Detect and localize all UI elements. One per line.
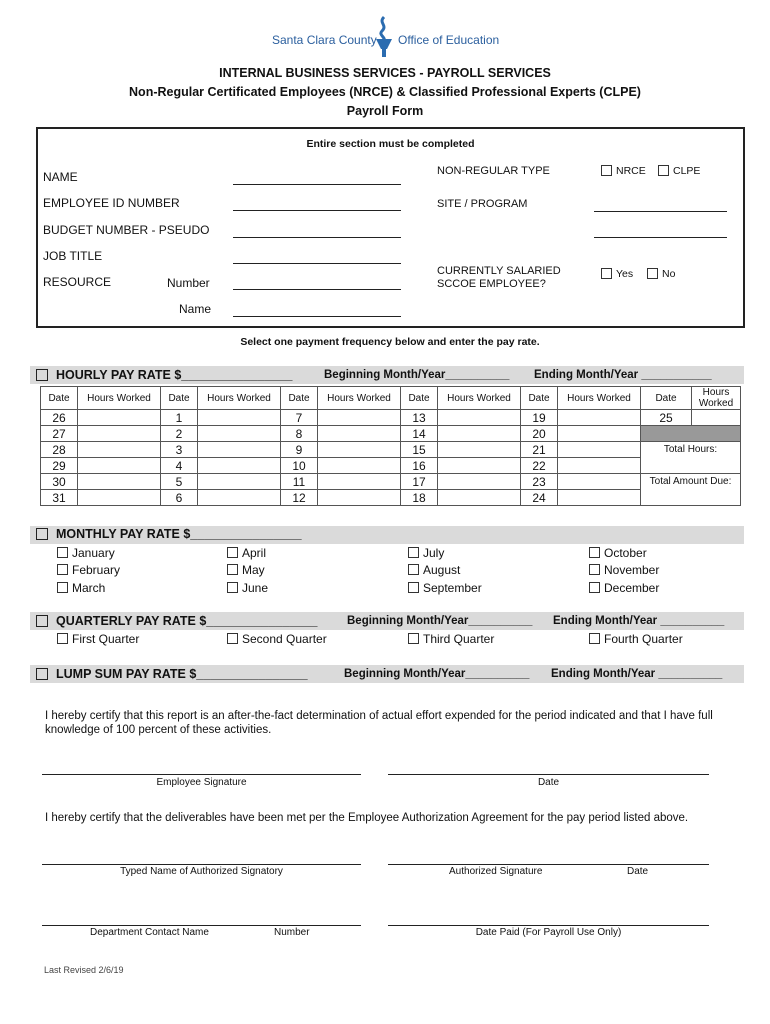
col-hours: Hours Worked (558, 387, 641, 410)
hours-cell[interactable] (692, 410, 741, 426)
title-2: Non-Regular Certificated Employees (NRCE) & Classified Professional Experts (CLPE) (129, 85, 641, 99)
total-hours-cell[interactable] (641, 442, 741, 474)
salaried-label-2: SCCOE EMPLOYEE? (437, 278, 546, 290)
date-cell: 3 (161, 442, 198, 458)
month-label: June (242, 581, 269, 595)
hours-cell[interactable] (318, 490, 401, 506)
month-april[interactable] (227, 546, 266, 560)
hours-cell[interactable] (558, 490, 641, 506)
typed-name-label: Typed Name of Authorized Signatory (120, 866, 283, 877)
hours-cell[interactable] (318, 458, 401, 474)
hours-cell[interactable] (198, 490, 281, 506)
hours-cell[interactable] (78, 490, 161, 506)
month-label: March (72, 581, 106, 595)
emp-id-label: EMPLOYEE ID NUMBER (43, 196, 180, 210)
auth-signature-label: Authorized Signature (449, 866, 543, 877)
budget-field[interactable] (233, 237, 401, 238)
quarter-fourth[interactable] (589, 632, 683, 646)
select-note: Select one payment frequency below and enter the pay rate. (240, 336, 540, 348)
hourly-label: HOURLY PAY RATE $________________ (56, 368, 293, 382)
date-cell: 2 (161, 426, 198, 442)
name-label: NAME (43, 170, 78, 184)
hours-cell[interactable] (558, 458, 641, 474)
table-row (41, 426, 741, 442)
org-name-left: Santa Clara County (272, 33, 377, 47)
date-cell: 22 (521, 458, 558, 474)
hours-cell[interactable] (558, 442, 641, 458)
date-line-1[interactable] (388, 774, 709, 775)
title-3: Payroll Form (346, 104, 424, 118)
hours-cell[interactable] (78, 474, 161, 490)
site-field[interactable] (594, 211, 727, 212)
month-label: September (423, 581, 482, 595)
auth-signature-line[interactable] (388, 864, 709, 865)
hourly-begin: Beginning Month/Year__________ (324, 369, 510, 381)
section-note: Entire section must be completed (306, 138, 475, 150)
clpe-checkbox[interactable] (658, 165, 700, 177)
lump-label: LUMP SUM PAY RATE $________________ (56, 667, 308, 681)
hours-cell[interactable] (78, 458, 161, 474)
quarter-label: First Quarter (72, 632, 140, 646)
table-row (41, 458, 741, 474)
date-cell: 19 (521, 410, 558, 426)
date-cell: 8 (281, 426, 318, 442)
date-cell: 9 (281, 442, 318, 458)
nrce-checkbox[interactable] (601, 165, 646, 177)
hourly-table (40, 386, 741, 506)
total-hours-label: Total Hours: (663, 444, 718, 455)
date-paid-label: Date Paid (For Payroll Use Only) (475, 927, 622, 938)
hours-cell[interactable] (558, 426, 641, 442)
date-cell: 13 (401, 410, 438, 426)
dept-contact-line[interactable] (42, 925, 361, 926)
employee-signature-line[interactable] (42, 774, 361, 775)
month-march[interactable] (57, 581, 105, 595)
hours-cell[interactable] (198, 442, 281, 458)
site-label: SITE / PROGRAM (437, 198, 528, 210)
month-september[interactable] (408, 581, 482, 595)
date-cell: 15 (401, 442, 438, 458)
yes-label: Yes (616, 268, 634, 280)
date-cell: 6 (161, 490, 198, 506)
job-title-label: JOB TITLE (43, 249, 103, 263)
table-row (41, 490, 741, 506)
typed-name-line[interactable] (42, 864, 361, 865)
date-cell: 5 (161, 474, 198, 490)
date-cell: 29 (41, 458, 78, 474)
last-revised: Last Revised 2/6/19 (44, 965, 124, 975)
col-date: Date (641, 387, 692, 410)
date-cell: 17 (401, 474, 438, 490)
hours-cell[interactable] (438, 426, 521, 442)
month-august[interactable] (408, 563, 460, 577)
table-row (41, 410, 741, 426)
col-hours-last: Hours Worked (692, 387, 741, 410)
date-cell: 23 (521, 474, 558, 490)
no-label: No (662, 268, 676, 280)
date-label-2: Date (627, 866, 649, 877)
quarterly-end: Ending Month/Year __________ (553, 615, 725, 627)
month-label: December (604, 581, 660, 595)
col-hours: Hours Worked (198, 387, 281, 410)
col-hours: Hours Worked (78, 387, 161, 410)
clpe-label: CLPE (673, 165, 701, 177)
month-label: April (242, 546, 267, 560)
org-name-right: Office of Education (398, 33, 500, 47)
col-date: Date (281, 387, 318, 410)
col-date: Date (41, 387, 78, 410)
table-row (41, 442, 741, 458)
month-label: May (242, 563, 265, 577)
resource-name-field[interactable] (233, 316, 401, 317)
nrce-label: NRCE (616, 165, 646, 177)
date-cell: 18 (401, 490, 438, 506)
date-label-1: Date (537, 777, 560, 788)
col-date: Date (401, 387, 438, 410)
col-date: Date (161, 387, 198, 410)
date-cell: 27 (41, 426, 78, 442)
month-november[interactable] (589, 563, 659, 577)
date-cell: 11 (281, 474, 318, 490)
certify-statement-1: I hereby certify that this report is an after-the-fact determination of actual effort expended for the period indicated and that I have full knowledge of 100 percent of these activities. (45, 710, 713, 736)
employee-signature-label: Employee Signature (156, 777, 247, 788)
hours-cell[interactable] (438, 474, 521, 490)
lump-checkbox[interactable] (36, 667, 308, 681)
col-hours: Hours Worked (438, 387, 521, 410)
hours-cell[interactable] (438, 442, 521, 458)
date-cell: 30 (41, 474, 78, 490)
monthly-label: MONTHLY PAY RATE $________________ (56, 527, 302, 541)
lump-begin: Beginning Month/Year__________ (344, 668, 530, 680)
quarter-label: Fourth Quarter (604, 632, 683, 646)
site-field-2[interactable] (594, 237, 727, 238)
date-paid-line[interactable] (388, 925, 709, 926)
hours-cell[interactable] (438, 458, 521, 474)
shaded-cell (641, 426, 741, 442)
total-amount-cell[interactable] (641, 474, 741, 506)
quarter-label: Third Quarter (423, 632, 495, 646)
month-december[interactable] (589, 581, 659, 595)
month-label: January (72, 546, 115, 560)
hours-cell[interactable] (438, 410, 521, 426)
date-cell: 16 (401, 458, 438, 474)
hours-cell[interactable] (198, 410, 281, 426)
date-cell: 4 (161, 458, 198, 474)
hourly-header-row (41, 387, 741, 410)
date-cell: 21 (521, 442, 558, 458)
col-hours: Hours Worked (318, 387, 401, 410)
contact-number-label: Number (274, 927, 310, 938)
hours-cell[interactable] (318, 474, 401, 490)
month-label: February (72, 563, 121, 577)
quarterly-label: QUARTERLY PAY RATE $________________ (56, 614, 318, 628)
quarter-first[interactable] (57, 632, 139, 646)
hours-cell[interactable] (318, 442, 401, 458)
month-june[interactable] (227, 581, 268, 595)
hours-cell[interactable] (318, 426, 401, 442)
no-checkbox[interactable] (647, 268, 675, 280)
month-july[interactable] (408, 546, 444, 560)
quarter-third[interactable] (408, 632, 494, 646)
date-cell: 31 (41, 490, 78, 506)
month-february[interactable] (57, 563, 120, 577)
month-label: August (423, 563, 461, 577)
date-cell: 24 (521, 490, 558, 506)
month-label: November (604, 563, 660, 577)
resource-number-label: Number (167, 276, 210, 290)
date-cell: 20 (521, 426, 558, 442)
yes-checkbox[interactable] (601, 268, 633, 280)
hours-cell[interactable] (558, 410, 641, 426)
date-cell: 10 (281, 458, 318, 474)
lump-end: Ending Month/Year __________ (551, 668, 723, 680)
budget-label: BUDGET NUMBER - PSEUDO (43, 223, 210, 237)
total-amount-label: Total Amount Due: (649, 476, 732, 487)
hours-cell[interactable] (198, 458, 281, 474)
nonreg-type-label: NON-REGULAR TYPE (437, 165, 550, 177)
torch-logo-icon (372, 15, 396, 59)
certify-statement-2: I hereby certify that the deliverables have been met per the Employee Authorization Agreement for the pay period listed above. (45, 812, 689, 824)
title-1: INTERNAL BUSINESS SERVICES - PAYROLL SERVICES (219, 66, 551, 80)
hours-cell[interactable] (78, 410, 161, 426)
table-row (41, 474, 741, 490)
dept-contact-label: Department Contact Name (90, 927, 209, 938)
month-label: October (604, 546, 647, 560)
quarter-second[interactable] (227, 632, 327, 646)
hours-cell[interactable] (78, 426, 161, 442)
hours-cell[interactable] (78, 442, 161, 458)
month-october[interactable] (589, 546, 647, 560)
hours-cell[interactable] (198, 474, 281, 490)
month-label: July (423, 546, 445, 560)
date-cell: 1 (161, 410, 198, 426)
date-cell: 28 (41, 442, 78, 458)
date-cell: 7 (281, 410, 318, 426)
name-field[interactable] (233, 184, 401, 185)
emp-id-field[interactable] (233, 210, 401, 211)
date-cell: 14 (401, 426, 438, 442)
hours-cell[interactable] (438, 490, 521, 506)
job-title-field[interactable] (233, 263, 401, 264)
date-cell: 12 (281, 490, 318, 506)
hourly-end: Ending Month/Year ___________ (534, 369, 712, 381)
hourly-checkbox[interactable] (36, 368, 293, 382)
resource-number-field[interactable] (233, 289, 401, 290)
resource-name-label: Name (179, 302, 212, 316)
hours-cell[interactable] (318, 410, 401, 426)
monthly-checkbox[interactable] (36, 527, 302, 541)
quarterly-checkbox[interactable] (36, 614, 318, 628)
quarter-label: Second Quarter (242, 632, 327, 646)
date-cell: 26 (41, 410, 78, 426)
hours-cell[interactable] (558, 474, 641, 490)
col-date: Date (521, 387, 558, 410)
date-cell: 25 (641, 410, 692, 426)
salaried-label-1: CURRENTLY SALARIED (437, 265, 561, 277)
month-january[interactable] (57, 546, 115, 560)
resource-label: RESOURCE (43, 275, 112, 289)
month-may[interactable] (227, 563, 265, 577)
hours-cell[interactable] (198, 426, 281, 442)
quarterly-begin: Beginning Month/Year__________ (347, 615, 533, 627)
